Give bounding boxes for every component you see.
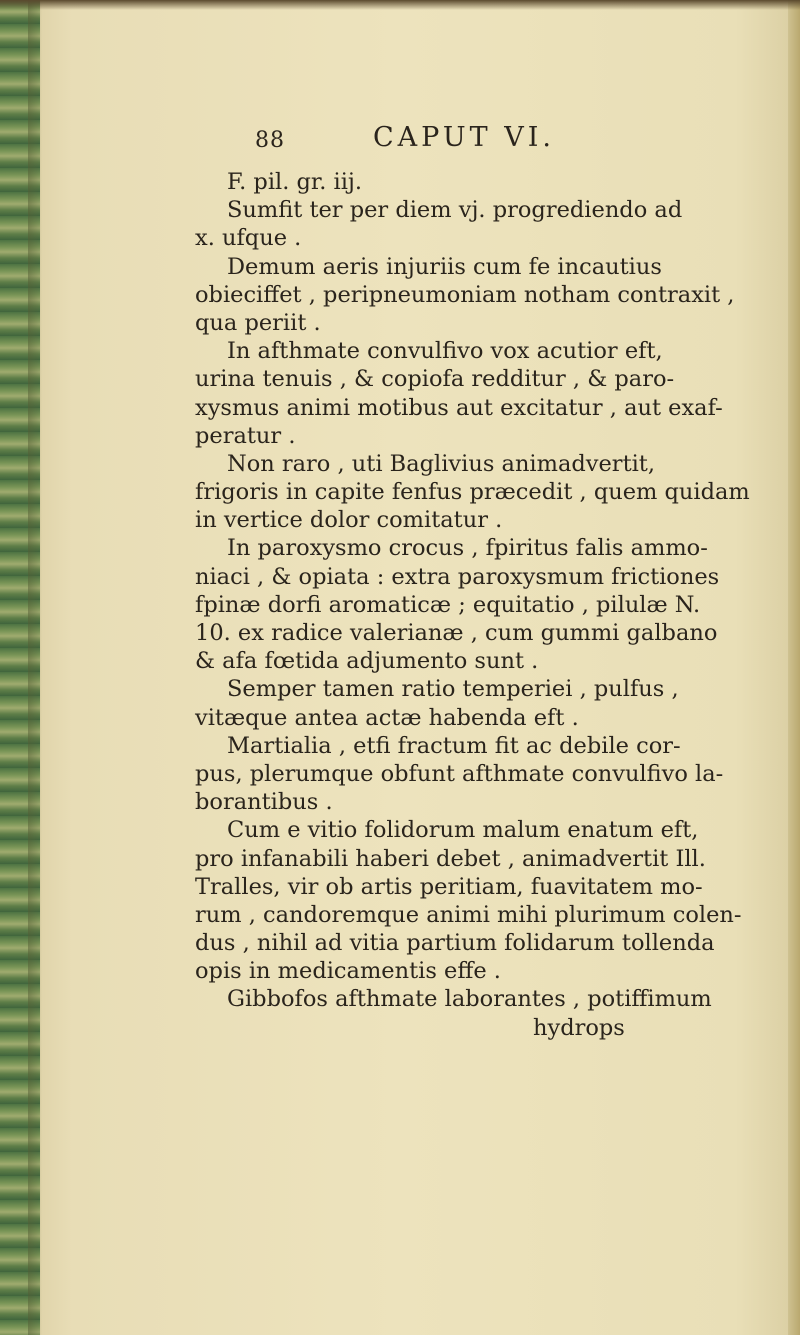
text-line: vitæque antea actæ habenda eft .: [195, 704, 579, 731]
page-number: 88: [255, 128, 285, 153]
book-binding-edge: [0, 0, 40, 1335]
text-line: Sumfit ter per diem vj. progrediendo ad: [227, 197, 683, 224]
catchword: hydrops: [533, 1014, 625, 1041]
text-line: F. pil. gr. iij.: [227, 169, 363, 195]
text-line: Non raro , uti Baglivius animadvertit,: [227, 450, 655, 477]
text-line: pus, plerumque obfunt afthmate convulfivo la-: [195, 760, 724, 787]
text-line: frigoris in capite fenfus præcedit , quem quidam: [195, 479, 750, 506]
text-line: pro infanabili haberi debet , animadvertit Ill.: [195, 845, 706, 872]
text-line: opis in medicamentis effe .: [195, 958, 501, 985]
body-text: [195, 168, 765, 1042]
text-line: in vertice dolor comitatur .: [195, 507, 503, 534]
text-line: niaci , & opiata : extra paroxysmum frictiones: [195, 563, 720, 590]
text-line: Martialia , etfi fractum fit ac debile cor-: [227, 732, 681, 759]
text-line: Tralles, vir ob artis peritiam, fuavitatem mo-: [195, 873, 703, 900]
text-line: 10. ex radice valerianæ , cum gummi galbano: [195, 620, 718, 646]
text-line: Semper tamen ratio temperiei , pulfus ,: [227, 676, 679, 703]
text-line: & afa fœtida adjumento sunt .: [195, 648, 539, 675]
text-line: peratur .: [195, 422, 296, 449]
page-top-shadow: [0, 0, 800, 10]
text-line: In paroxysmo crocus , fpiritus falis ammo-: [227, 535, 708, 562]
text-line: rum , candoremque animi mihi plurimum colen-: [195, 901, 742, 928]
text-line: borantibus .: [195, 789, 333, 816]
text-line: xysmus animi motibus aut excitatur , aut exaf-: [195, 394, 723, 421]
text-line: fpinæ dorfi aromaticæ ; equitatio , pilulæ N.: [195, 591, 701, 618]
text-line: qua periit .: [195, 309, 321, 336]
page-edge: [788, 0, 800, 1335]
text-line: x. ufque .: [195, 225, 302, 252]
text-line: Cum e vitio folidorum malum enatum eft,: [227, 817, 699, 844]
text-line: dus , nihil ad vitia partium folidarum tollenda: [195, 930, 715, 957]
running-title: CAPUT VI.: [373, 122, 555, 153]
text-line: obieciffet , peripneumoniam notham contraxit ,: [195, 281, 735, 308]
text-line: Demum aeris injuriis cum fe incautius: [227, 253, 662, 280]
text-line: Gibbofos afthmate laborantes , potiffimum: [227, 986, 712, 1013]
text-line: urina tenuis , & copiofa redditur , & paro-: [195, 366, 675, 393]
text-line: In afthmate convulfivo vox acutior eft,: [227, 338, 663, 365]
